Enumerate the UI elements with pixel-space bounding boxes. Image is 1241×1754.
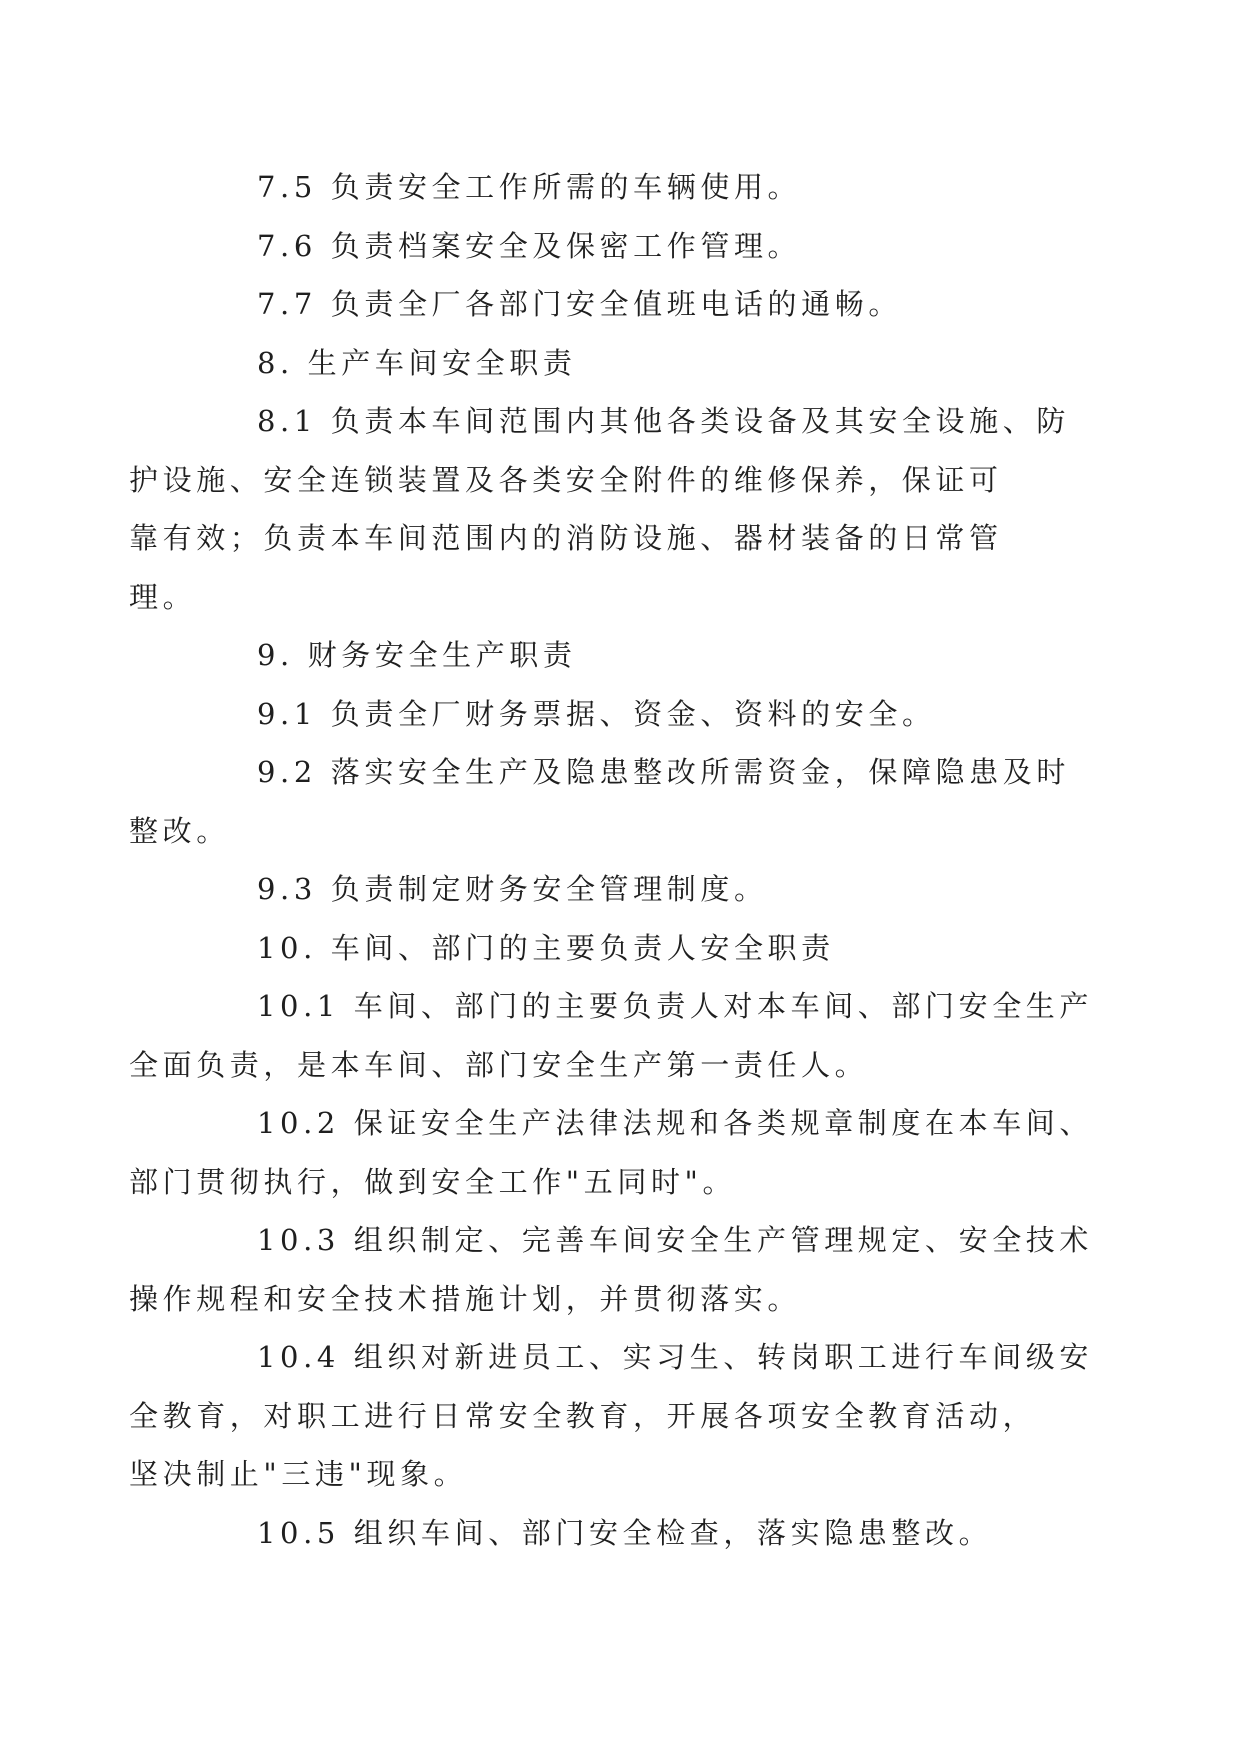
paragraph-line: 全面负责，是本车间、部门安全生产第一责任人。 (129, 1047, 869, 1082)
paragraph-line: 10.4 组织对新进员工、实习生、转岗职工进行车间级安 (257, 1340, 1093, 1374)
paragraph-p8 (193, 334, 1058, 393)
paragraph-p9-3 (193, 860, 1058, 919)
paragraph-line: 9.3 负责制定财务安全管理制度。 (257, 872, 768, 906)
paragraph-p9 (193, 626, 1058, 685)
paragraph-line: 部门贯彻执行，做到安全工作"五同时"。 (129, 1164, 737, 1199)
paragraph-line: 9. 财务安全生产职责 (257, 638, 577, 672)
paragraph-line: 7.6 负责档案安全及保密工作管理。 (257, 228, 802, 263)
paragraph-line: 8.1 负责本车间范围内其他各类设备及其安全设施、防 (257, 404, 1070, 438)
paragraph-line: 9.2 落实安全生产及隐患整改所需资金，保障隐患及时 (257, 755, 1070, 789)
paragraph-p9-2 (129, 743, 1070, 860)
paragraph-p7-7 (193, 275, 1058, 334)
paragraph-line: 全教育，对职工进行日常安全教育，开展各项安全教育活动， (129, 1398, 1037, 1433)
paragraph-line: 坚决制止"三违"现象。 (129, 1457, 468, 1491)
paragraph-p10-5 (193, 1504, 1058, 1563)
paragraph-line: 7.7 负责全厂各部门安全值班电话的通畅。 (257, 287, 902, 321)
paragraph-line: 护设施、安全连锁装置及各类安全附件的维修保养，保证可 (129, 462, 1003, 497)
paragraph-line: 操作规程和安全技术措施计划，并贯彻落实。 (129, 1281, 802, 1316)
paragraph-line: 10.3 组织制定、完善车间安全生产管理规定、安全技术 (257, 1223, 1093, 1257)
paragraph-line: 理。 (129, 579, 197, 614)
document-body (129, 158, 1093, 1562)
paragraph-p10-2 (129, 1094, 1093, 1211)
paragraph-p8-1 (129, 392, 1070, 626)
paragraph-line: 10. 车间、部门的主要负责人安全职责 (257, 930, 835, 965)
paragraph-line: 整改。 (129, 813, 230, 848)
paragraph-line: 10.1 车间、部门的主要负责人对本车间、部门安全生产 (257, 989, 1093, 1023)
paragraph-p10-1 (129, 977, 1093, 1094)
paragraph-p7-6 (193, 217, 1058, 276)
paragraph-line: 10.2 保证安全生产法律法规和各类规章制度在本车间、 (257, 1106, 1093, 1140)
paragraph-line: 靠有效；负责本车间范围内的消防设施、器材装备的日常管 (129, 521, 1003, 555)
paragraph-p10-4 (129, 1328, 1093, 1504)
paragraph-p10-3 (129, 1211, 1093, 1328)
paragraph-line: 8. 生产车间安全职责 (257, 345, 577, 380)
paragraph-p10 (193, 919, 1058, 978)
paragraph-line: 10.5 组织车间、部门安全检查，落实隐患整改。 (257, 1515, 993, 1550)
paragraph-line: 9.1 负责全厂财务票据、资金、资料的安全。 (257, 696, 936, 731)
paragraph-p7-5 (193, 158, 1058, 217)
paragraph-p9-1 (193, 685, 1058, 744)
paragraph-line: 7.5 负责安全工作所需的车辆使用。 (257, 170, 802, 204)
